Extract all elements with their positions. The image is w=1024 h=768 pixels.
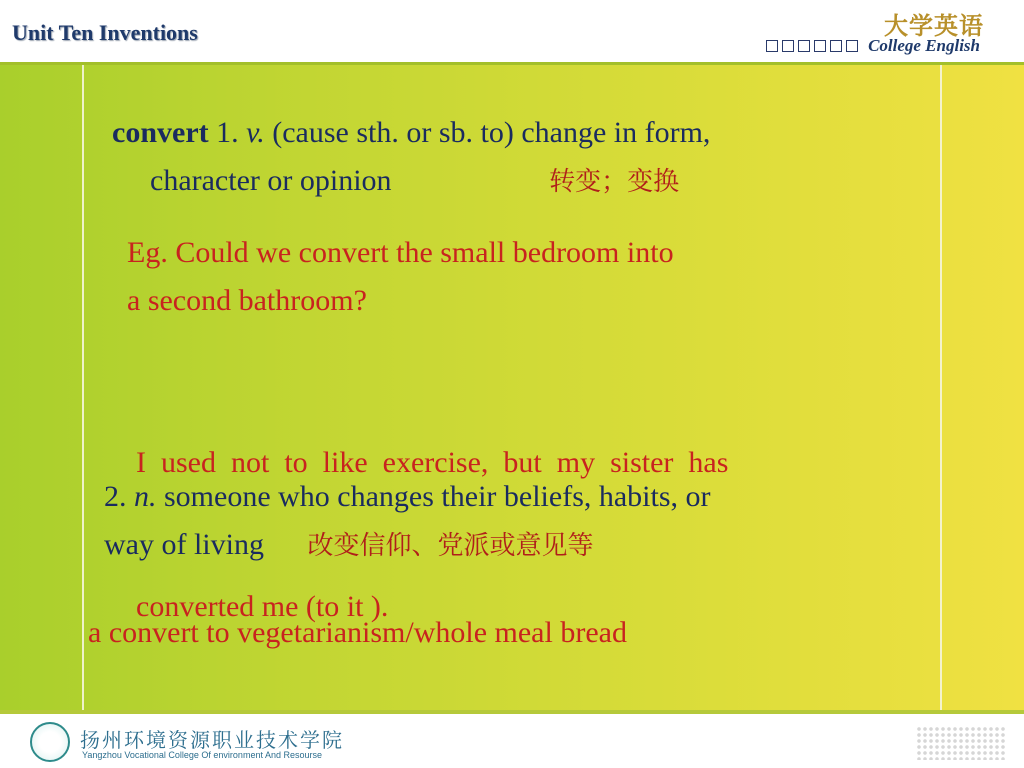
example-1 — [127, 229, 887, 325]
example-1-line2: a second bathroom? — [127, 284, 367, 317]
part-of-speech: n. — [134, 480, 157, 513]
college-name-english: Yangzhou Vocational College Of environment And Resourse — [82, 750, 322, 760]
definition-1-line2 — [112, 157, 912, 206]
definition-1-line1 — [112, 109, 912, 157]
chinese-translation: 转变；变换 — [549, 167, 680, 197]
slide-header — [0, 0, 1024, 64]
slide-footer — [0, 710, 1024, 768]
brand-subtitle-row — [766, 36, 980, 56]
decorative-dots — [916, 726, 1006, 760]
placeholder-box — [798, 40, 810, 52]
placeholder-box — [782, 40, 794, 52]
part-of-speech: v. — [246, 116, 265, 149]
placeholder-boxes — [766, 40, 858, 52]
brand-title-english: College English — [868, 36, 980, 55]
chinese-translation: 改变信仰、党派或意见等 — [307, 531, 594, 561]
definition-2 — [104, 473, 904, 570]
placeholder-box — [814, 40, 826, 52]
brand-title-chinese: 大学英语 — [884, 11, 984, 40]
college-name-chinese: 扬州环境资源职业技术学院 — [80, 728, 344, 752]
placeholder-box — [830, 40, 842, 52]
example-2-line1: I used not to like exercise, but my sister has — [136, 446, 729, 479]
definition-2-line1 — [104, 473, 904, 521]
definition-2-line2 — [104, 521, 904, 570]
right-margin-line — [940, 65, 942, 710]
gloss-text: (cause sth. or sb. to) change in form, — [272, 116, 711, 149]
headword: convert — [112, 116, 209, 149]
sense-number: 2. — [104, 480, 127, 513]
placeholder-box — [846, 40, 858, 52]
gloss-text: way of living — [104, 528, 264, 561]
collocation-example: a convert to vegetarianism/whole meal bread — [88, 616, 627, 649]
gloss-text: someone who changes their beliefs, habits, or — [164, 480, 711, 513]
slide-content — [0, 65, 1024, 710]
sense-number: 1. — [216, 116, 239, 149]
example-1-line1: Eg. Could we convert the small bedroom into — [127, 236, 674, 269]
unit-title: Unit Ten Inventions — [12, 20, 198, 45]
placeholder-box — [766, 40, 778, 52]
definition-1 — [112, 109, 912, 206]
footer-divider — [0, 710, 1024, 714]
college-logo-icon — [30, 722, 70, 762]
example-2-line2: converted me (to it ). — [136, 590, 389, 623]
gloss-text: character or opinion — [150, 164, 392, 197]
left-margin-line — [82, 65, 84, 710]
